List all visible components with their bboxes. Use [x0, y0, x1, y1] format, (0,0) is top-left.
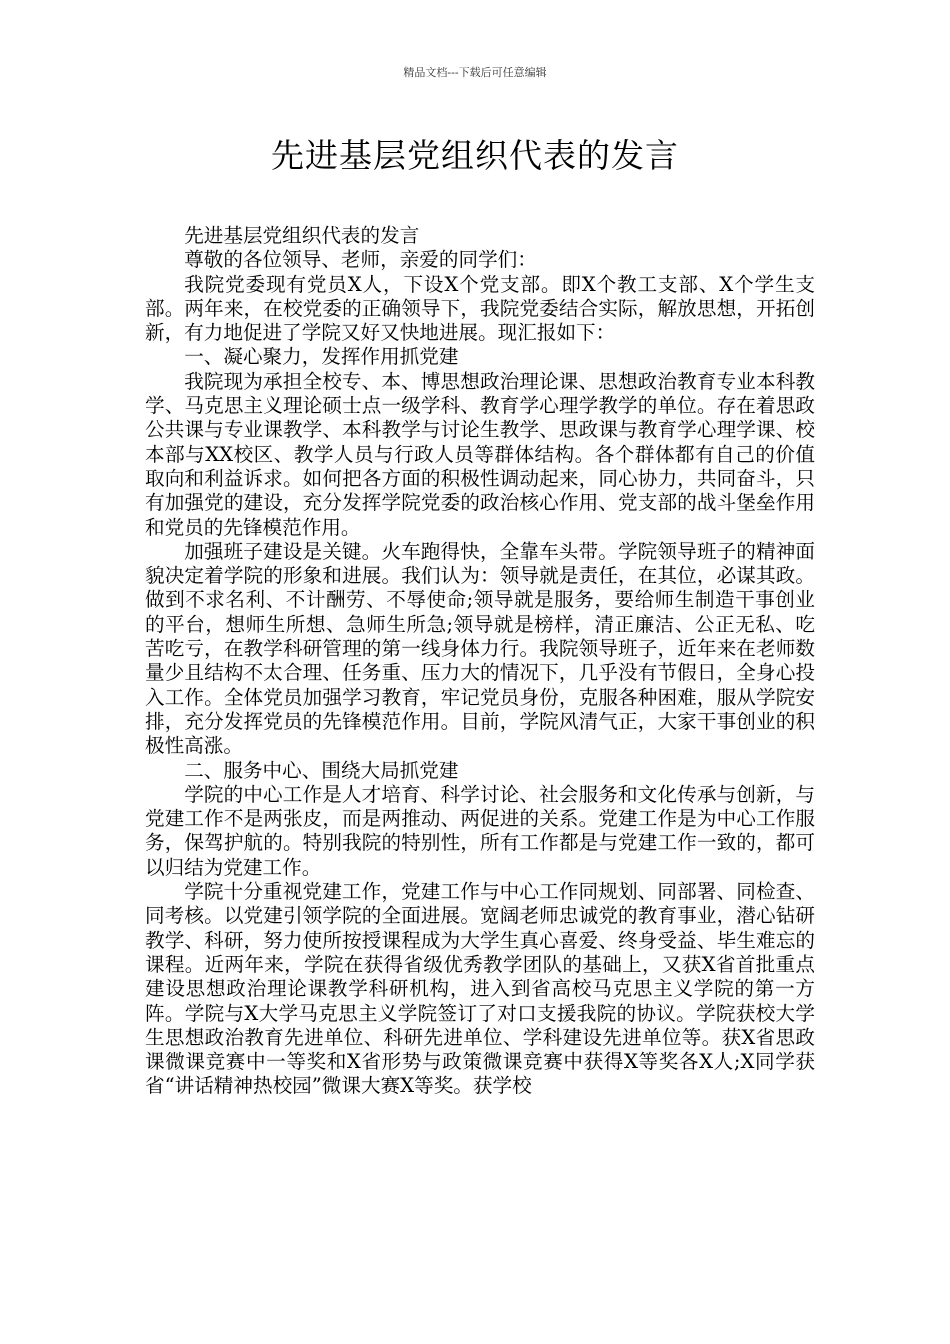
document-title: 先进基层党组织代表的发言 [271, 136, 679, 175]
body-paragraph: 学院的中心工作是人才培育、科学讨论、社会服务和文化传承与创新，与党建工作不是两张皮，而是两推动、两促进的关系。党建工作是为中心工作服务，保驾护航的。特别我院的特别性，所有工作都是与党建工作一致的，都可以归结为党建工作。 [145, 782, 815, 879]
header-note: 精品文档---下载后可任意编辑 [403, 66, 547, 79]
subtitle-paragraph: 先进基层党组织代表的发言 [184, 224, 420, 247]
section-heading: 一、凝心聚力，发挥作用抓党建 [184, 345, 459, 369]
section-heading: 二、服务中心、围绕大局抓党建 [184, 758, 459, 782]
body-paragraph: 我院现为承担全校专、本、博思想政治理论课、思想政治教育专业本科教学、马克思主义理论硕士点一级学科、教育学心理学教学的单位。存在着思政公共课与专业课教学、本科教学与讨论生教学、思政课与教育学心理学课、校本部与XX校区、教学人员与行政人员等群体结构。各个群体都有自己的价值取向和利益诉求。如何把各方面的积极性调动起来，同心协力，共同奋斗，只有加强党的建设，充分发挥学院党委的政治核心作用、党支部的战斗堡垒作用和党员的先锋模范作用。 [145, 369, 815, 539]
document-body [145, 224, 815, 1099]
salutation-paragraph: 尊敬的各位领导、老师，亲爱的同学们： [184, 248, 537, 272]
body-paragraph: 学院十分重视党建工作，党建工作与中心工作同规划、同部署、同检查、同考核。以党建引领学院的全面进展。宽阔老师忠诚党的教育事业，潜心钻研教学、科研，努力使所按授课程成为大学生真心喜爱、终身受益、毕生难忘的课程。近两年来，学院在获得省级优秀教学团队的基础上，又获X省首批重点建设思想政治理论课教学科研机构，进入到省高校马克思主义学院的第一方阵。学院与X大学马克思主义学院签订了对口支援我院的协议。学院获校大学生思想政治教育先进单位、科研先进单位、学科建设先进单位等。获X省思政课微课竞赛中一等奖和X省形势与政策微课竞赛中获得X等奖各X人;X同学获省“讲话精神热校园”微课大赛X等奖。获学校 [145, 880, 815, 1098]
body-paragraph: 加强班子建设是关键。火车跑得快，全靠车头带。学院领导班子的精神面貌决定着学院的形象和进展。我们认为：领导就是责任，在其位，必谋其政。做到不求名利、不计酬劳、不辱使命;领导就是服务，要给师生制造干事创业的平台，想师生所想、急师生所急;领导就是榜样，清正廉洁、公正无私、吃苦吃亏，在教学科研管理的第一线身体力行。我院领导班子，近年来在老师数量少且结构不太合理、任务重、压力大的情况下，几乎没有节假日，全身心投入工作。全体党员加强学习教育，牢记党员身份，克服各种困难，服从学院安排，充分发挥党员的先锋模范作用。目前，学院风清气正，大家干事创业的积极性高涨。 [145, 539, 815, 758]
body-paragraph: 我院党委现有党员X人，下设X个党支部。即X个教工支部、X个学生支部。两年来，在校党委的正确领导下，我院党委结合实际，解放思想，开拓创新，有力地促进了学院又好又快地进展。现汇报如下： [145, 272, 815, 345]
